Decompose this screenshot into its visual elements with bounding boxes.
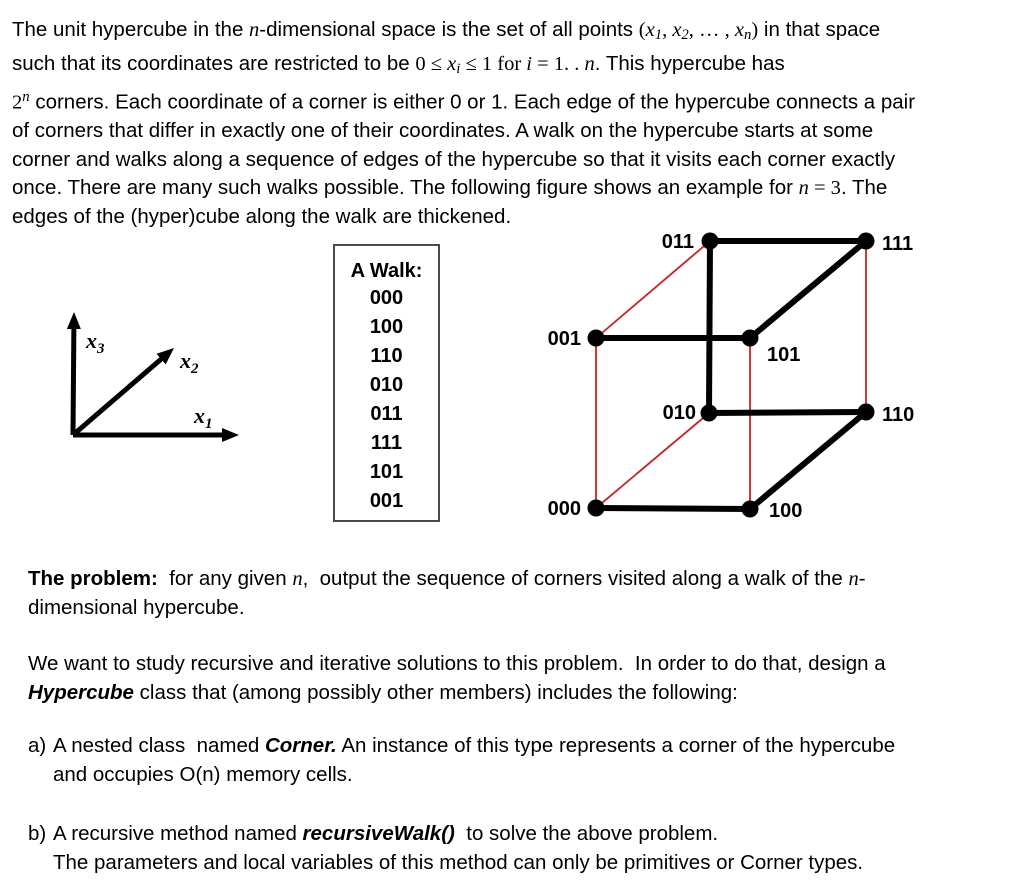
cube-vertex-dot	[742, 330, 759, 347]
list-marker-a: a)	[28, 734, 47, 757]
intro-paragraph	[12, 16, 1012, 231]
x2-axis-label: $x_2$	[180, 348, 199, 377]
text-line: corner and walks along a sequence of edges of the hypercube so that it visits each corner exactly	[12, 147, 896, 171]
text-line: of corners that differ in exactly one of their coordinates. A walk on the hypercube starts at some	[12, 119, 874, 143]
cube-vertex-label: 011	[661, 231, 694, 253]
cube-vertex-dot	[742, 501, 759, 518]
walk-list-title: A Walk:	[350, 260, 423, 282]
text-line: A recursive method named recursiveWalk() to solve the above problem.	[53, 822, 719, 845]
text-line: The parameters and local variables of this method can only be primitives or Corner types.	[53, 850, 864, 874]
walk-entry: 001	[369, 490, 404, 512]
cube-vertex-dot	[858, 233, 875, 250]
text-line: 2$^n$ corners. Each coordinate of a corner is either 0 or 1. Each edge of the hypercube connects a pair	[12, 89, 916, 114]
cube-vertex-label: 000	[547, 498, 581, 520]
walk-list-box	[333, 244, 440, 522]
cube-edge-walk	[596, 508, 750, 509]
walk-entry: 010	[369, 374, 404, 396]
text-line: such that its coordinates are restricted to be $0 \le x_i \le 1$ for i = 1. . n. This hypercube has	[12, 51, 785, 77]
cube-vertex-dot	[588, 500, 605, 517]
x2-axis-line	[73, 356, 164, 435]
text-line: The problem: for any given n, output the sequence of corners visited along a walk of the n-	[28, 567, 866, 590]
list-body-a	[53, 732, 895, 789]
walk-entry: 100	[369, 316, 404, 338]
text-line: A nested class named Corner. An instance of this type represents a corner of the hypercube	[53, 734, 896, 757]
list-item-a	[28, 732, 895, 789]
cube-vertex-dot	[588, 330, 605, 347]
list-marker-b: b)	[28, 822, 47, 845]
cube-vertex-label: 100	[769, 500, 803, 522]
cube-vertex-label: 111	[882, 233, 914, 255]
text-line: edges of the (hyper)cube along the walk are thickened.	[12, 204, 512, 228]
list-item-b	[28, 820, 863, 877]
x1-axis-label: $x_1$	[194, 403, 213, 432]
walk-entry: 011	[370, 403, 403, 425]
problem-paragraph	[28, 565, 988, 622]
x3-axis-arrowhead	[67, 312, 81, 329]
walk-entry: 111	[370, 432, 403, 454]
cube-vertex-dot	[858, 404, 875, 421]
text-line: once. There are many such walks possible. The following figure shows an example for n = 3. The	[12, 176, 888, 200]
walk-entries	[335, 284, 438, 516]
cube-vertex-label: 101	[767, 344, 801, 366]
walk-entry: 101	[369, 461, 404, 483]
text-line: The unit hypercube in the n-dimensional space is the set of all points ($x_1$, $x_2$, … , $x_n$) in that space	[12, 18, 881, 44]
list-body-b	[53, 820, 863, 877]
cube-vertex-label: 001	[547, 328, 581, 350]
x1-axis-arrowhead	[222, 428, 239, 442]
axes-diagram	[55, 300, 250, 450]
cube-edge-walk	[750, 412, 866, 509]
cube-diagram	[540, 225, 960, 535]
text-line: Hypercube class that (among possibly other members) includes the following:	[28, 680, 738, 704]
cube-vertex-dot	[701, 405, 718, 422]
walk-entry: 000	[369, 287, 404, 309]
cube-edge-thin	[596, 241, 710, 338]
text-line: We want to study recursive and iterative solutions to this problem. In order to do that, design a	[28, 652, 886, 675]
text-line: dimensional hypercube.	[28, 595, 245, 619]
design-paragraph	[28, 650, 988, 707]
cube-vertex-dot	[702, 233, 719, 250]
cube-edge-walk	[709, 412, 866, 413]
cube-vertex-label: 010	[662, 402, 696, 424]
x3-axis-line	[73, 325, 74, 435]
walk-entry: 110	[370, 345, 403, 367]
cube-edge-walk	[709, 241, 710, 413]
cube-edge-thin	[596, 413, 709, 508]
x3-axis-label: $x_3$	[86, 328, 105, 357]
cube-vertex-label: 110	[882, 404, 915, 426]
text-line: and occupies O(n) memory cells.	[53, 762, 353, 786]
cube-edge-walk	[750, 241, 866, 338]
